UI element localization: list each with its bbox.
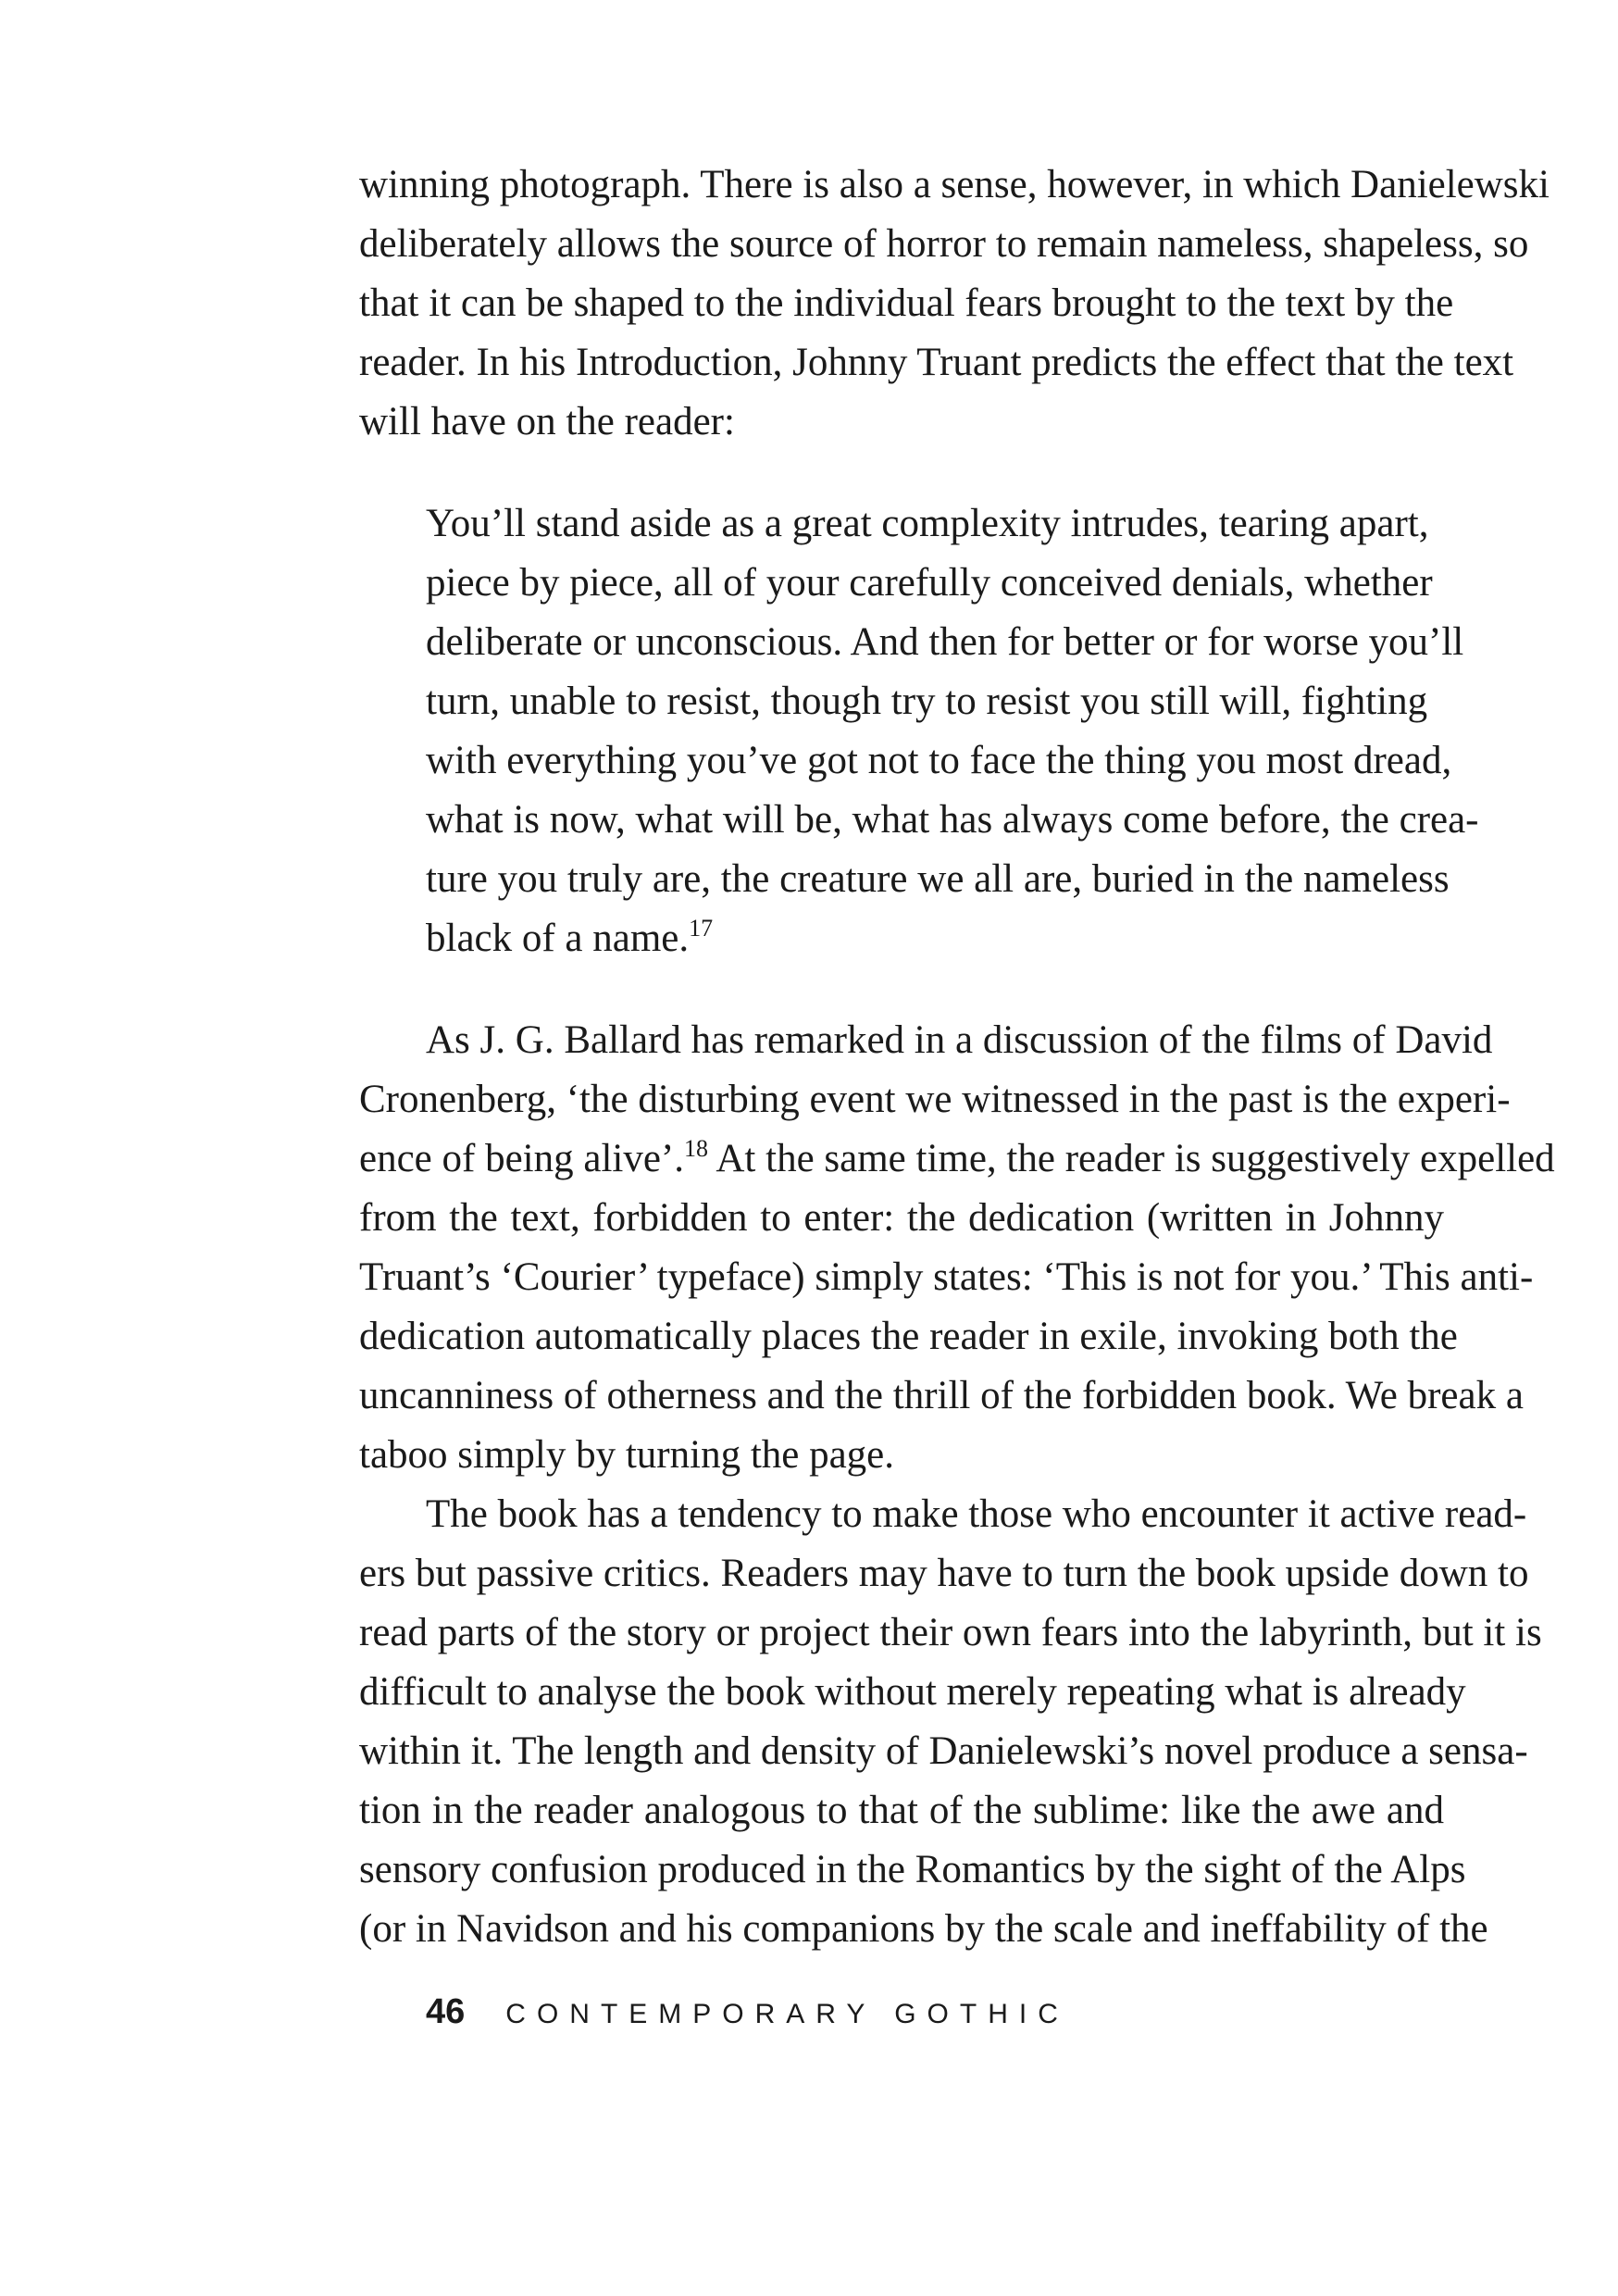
text-line [359,1129,1555,1189]
text-line: Cronenberg, ‘the disturbing event we witnessed in the past is the experi- [359,1078,1511,1121]
text-line: (or in Navidson and his companions by the scale and ineffability of the [359,1907,1488,1951]
text-line: winning photograph. There is also a sense, however, in which Danielewski [359,163,1550,206]
footnote-ref-18: 18 [684,1135,708,1162]
text-line: uncanniness of otherness and the thrill of the forbidden book. We break a [359,1374,1524,1417]
page-footer [426,1989,1069,2035]
text-line: from the text, forbidden to enter: the dedication (written in Johnny [359,1196,1444,1240]
quote-line: with everything you’ve got not to face the thing you most dread, [426,739,1452,782]
text-line: The book has a tendency to make those who encounter it active read- [426,1492,1527,1536]
quote-line: what is now, what will be, what has always come before, the crea- [426,798,1479,842]
text-line: taboo simply by turning the page. [359,1433,895,1477]
text-line: dedication automatically places the reader in exile, invoking both the [359,1315,1458,1358]
running-head: CONTEMPORARY GOTHIC [505,1999,1069,2029]
text-line: reader. In his Introduction, Johnny Truant predicts the effect that the text [359,341,1514,384]
block-quote [426,494,1479,968]
quote-line-text: black of a name. [426,917,690,960]
text-line: within it. The length and density of Danielewski’s novel produce a sensa- [359,1729,1528,1773]
text-segment: ence of being alive’. [359,1137,684,1180]
text-line: difficult to analyse the book without merely repeating what is already [359,1670,1466,1714]
quote-line: ture you truly are, the creature we all are, buried in the nameless [426,857,1450,901]
text-segment: At the same time, the reader is suggestively expelled [708,1137,1555,1180]
paragraph-2 [359,1011,1555,1485]
text-line: Truant’s ‘Courier’ typeface) simply states: ‘This is not for you.’ This anti- [359,1255,1534,1299]
text-line: will have on the reader: [359,400,735,443]
quote-line: You’ll stand aside as a great complexity intrudes, tearing apart, [426,502,1429,545]
text-line: that it can be shaped to the individual fears brought to the text by the [359,281,1454,325]
text-line: tion in the reader analogous to that of the sublime: like the awe and [359,1789,1444,1832]
quote-line: deliberate or unconscious. And then for better or for worse you’ll [426,620,1464,664]
footnote-ref-17: 17 [689,915,714,942]
paragraph-1 [359,156,1550,452]
text-line: read parts of the story or project their own fears into the labyrinth, but it is [359,1611,1542,1654]
text-line: As J. G. Ballard has remarked in a discussion of the films of David [426,1018,1493,1062]
quote-line: turn, unable to resist, though try to resist you still will, fighting [426,680,1428,723]
text-line: ers but passive critics. Readers may have to turn the book upside down to [359,1552,1529,1595]
paragraph-3 [359,1485,1542,1959]
quote-line [426,909,1377,968]
text-line: sensory confusion produced in the Romantics by the sight of the Alps [359,1848,1466,1891]
page-number: 46 [426,1992,466,2031]
quote-line: piece by piece, all of your carefully conceived denials, whether [426,561,1433,605]
text-line: deliberately allows the source of horror to remain nameless, shapeless, so [359,222,1529,266]
